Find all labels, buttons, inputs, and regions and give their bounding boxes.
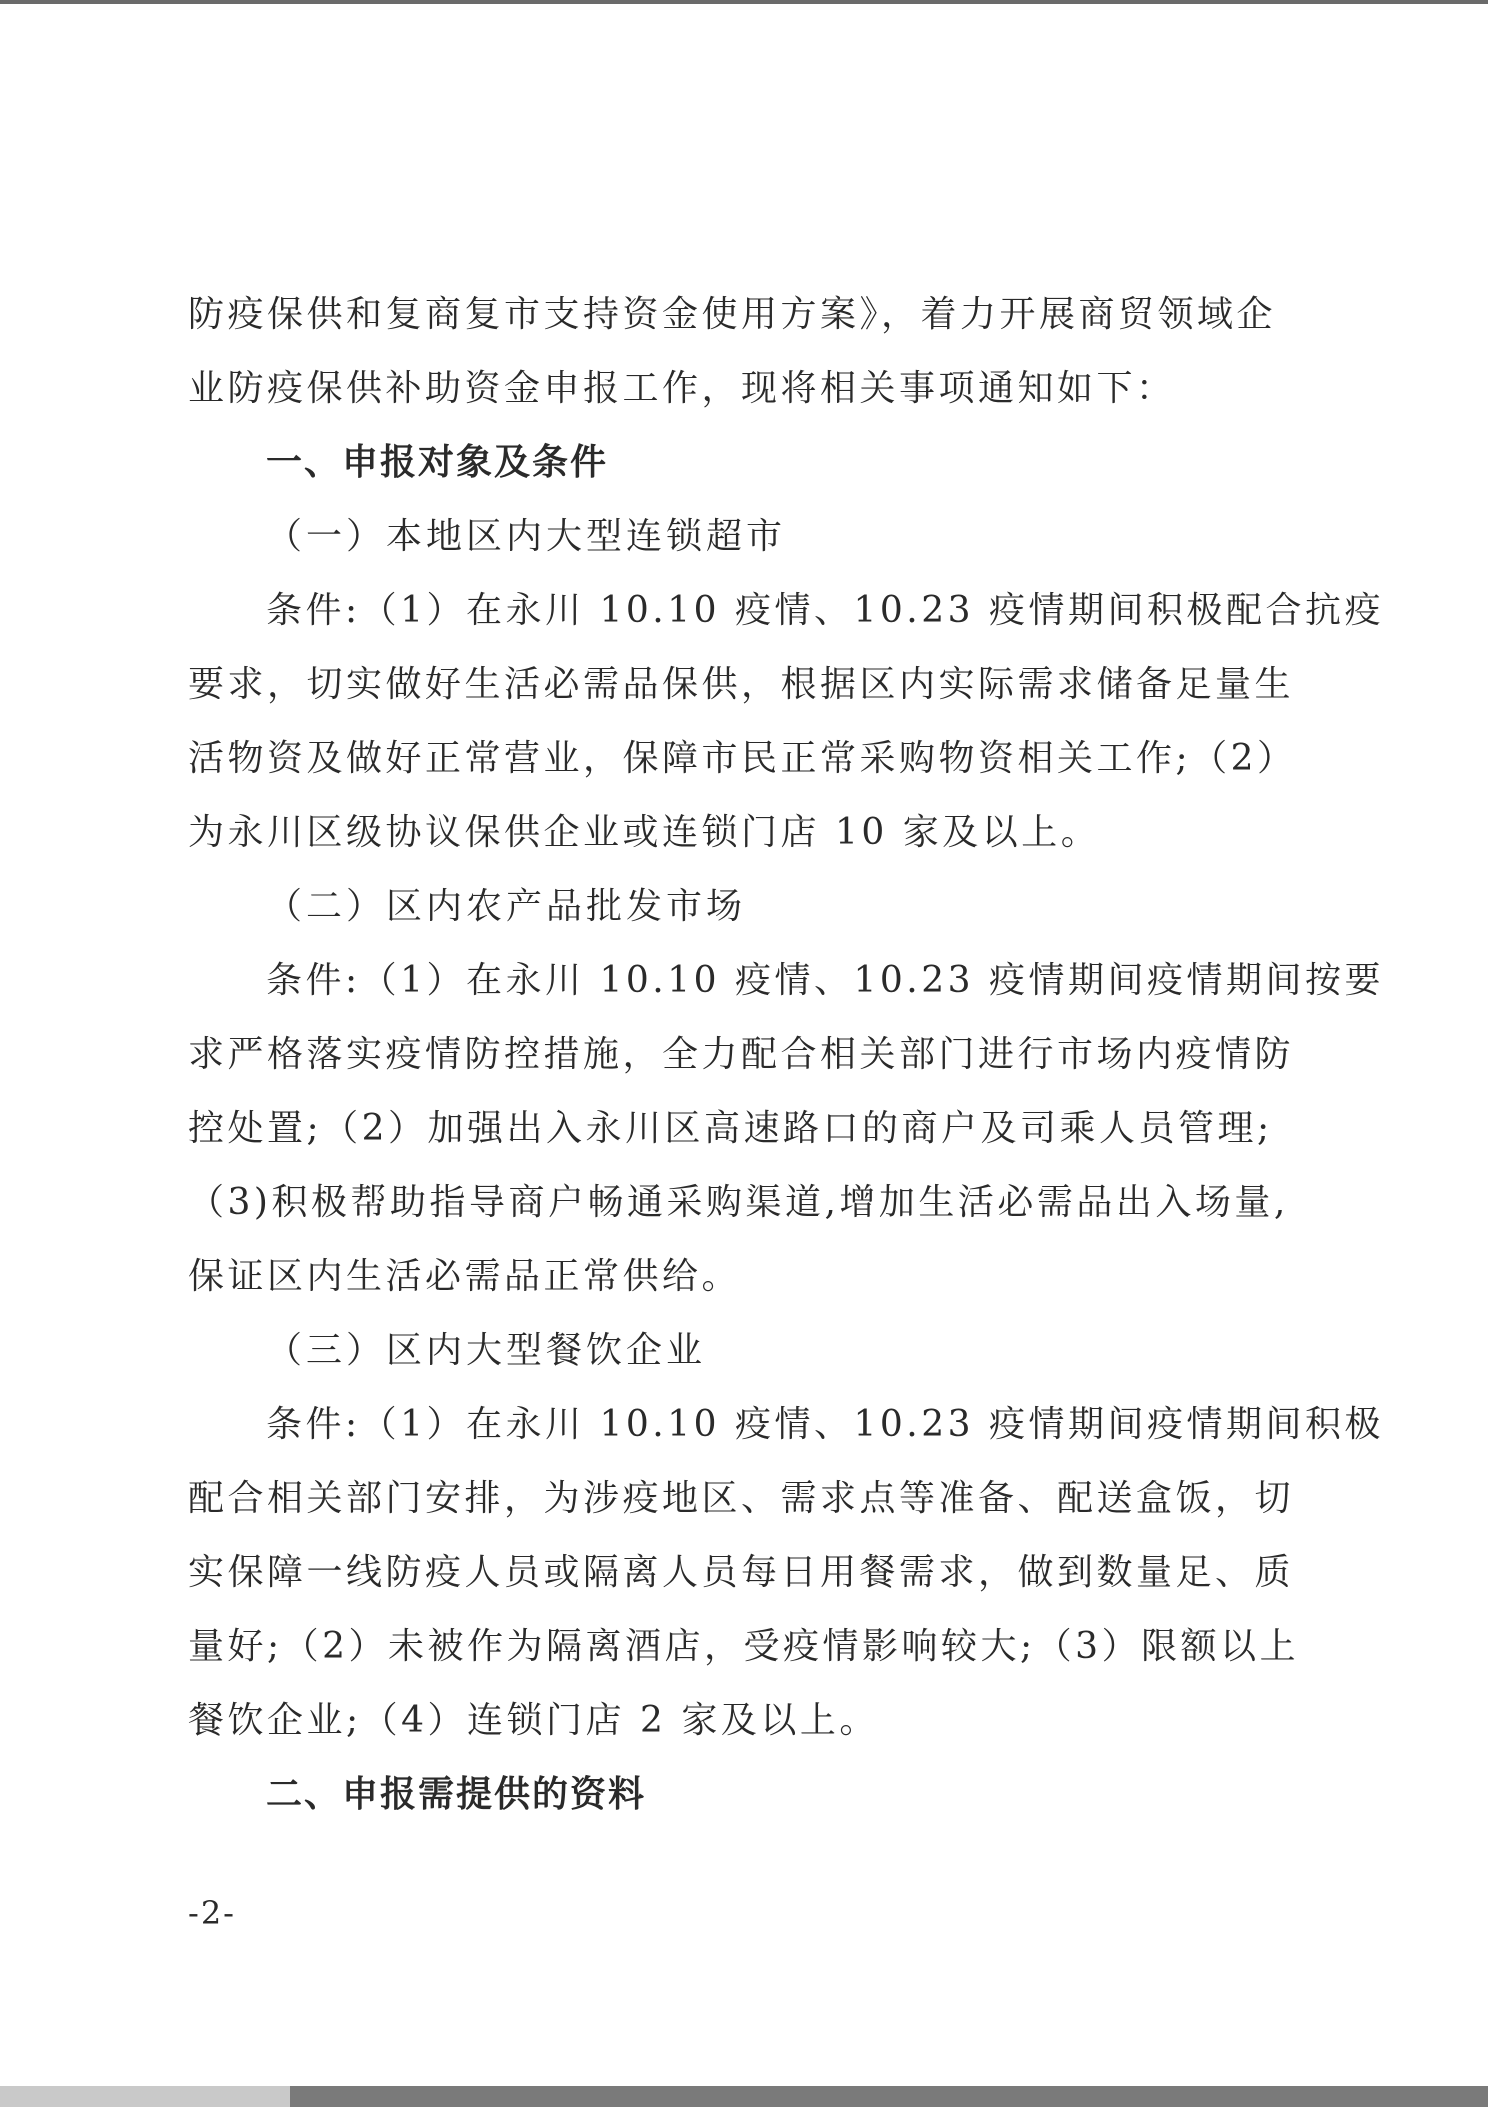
section-heading-2: 二、申报需提供的资料 <box>266 1774 647 1815</box>
paragraph-line: 餐饮企业;（4）连锁门店 2 家及以上。 <box>188 1700 879 1741</box>
document-body <box>188 278 1384 1832</box>
paragraph-line: 为永川区级协议保供企业或连锁门店 10 家及以上。 <box>188 812 1101 853</box>
paragraph-line: 控处置;（2）加强出入永川区高速路口的商户及司乘人员管理; <box>188 1108 1273 1149</box>
paragraph-line: （3)积极帮助指导商户畅通采购渠道,增加生活必需品出入场量, <box>188 1182 1289 1223</box>
paragraph-line: 条件:（1）在永川 10.10 疫情、10.23 疫情期间积极配合抗疫 <box>266 590 1384 631</box>
subsection-heading-1: （一）本地区内大型连锁超市 <box>266 516 787 557</box>
paragraph-line: 保证区内生活必需品正常供给。 <box>188 1256 742 1297</box>
subsection-heading-2: （二）区内农产品批发市场 <box>266 886 747 927</box>
paragraph-line: 活物资及做好正常营业，保障市民正常采购物资相关工作;（2） <box>188 738 1297 779</box>
paragraph-line: 要求，切实做好生活必需品保供，根据区内实际需求储备足量生 <box>188 664 1295 705</box>
paragraph-line: 防疫保供和复商复市支持资金使用方案》，着力开展商贸领域企 <box>188 294 1277 335</box>
paragraph-line: 量好;（2）未被作为隔离酒店，受疫情影响较大;（3）限额以上 <box>188 1626 1300 1667</box>
paragraph-line: 条件:（1）在永川 10.10 疫情、10.23 疫情期间疫情期间积极 <box>266 1404 1384 1445</box>
paragraph-line: 求严格落实疫情防控措施，全力配合相关部门进行市场内疫情防 <box>188 1034 1295 1075</box>
page-number: -2- <box>188 1894 236 1932</box>
paragraph-line: 条件:（1）在永川 10.10 疫情、10.23 疫情期间疫情期间按要 <box>266 960 1384 1001</box>
paragraph-line: 配合相关部门安排，为涉疫地区、需求点等准备、配送盒饭，切 <box>188 1478 1295 1519</box>
paragraph-line: 业防疫保供补助资金申报工作，现将相关事项通知如下： <box>188 368 1176 409</box>
scan-bottom-edge-highlight <box>0 2086 290 2107</box>
scan-top-edge <box>0 0 1488 4</box>
subsection-heading-3: （三）区内大型餐饮企业 <box>266 1330 707 1371</box>
paragraph-line: 实保障一线防疫人员或隔离人员每日用餐需求，做到数量足、质 <box>188 1552 1295 1593</box>
section-heading-1: 一、申报对象及条件 <box>266 442 609 483</box>
